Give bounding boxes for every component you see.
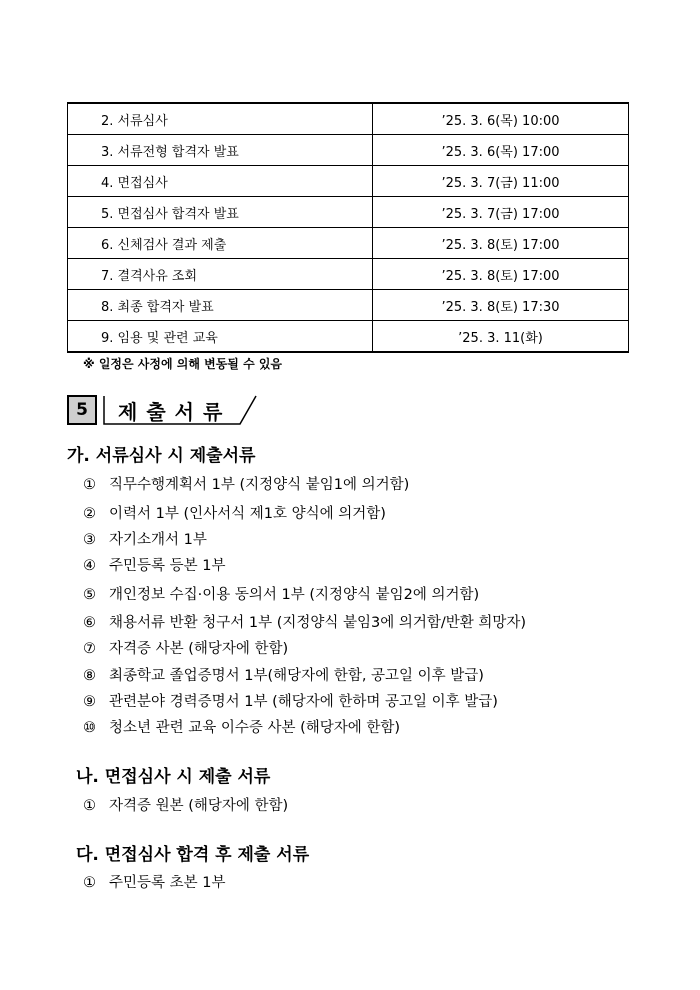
list-item [83, 502, 386, 523]
item-text: 자격증 원본 (해당자에 한함) [109, 798, 289, 814]
schedule-date: ’25. 3. 6(목) 17:00 [373, 135, 629, 166]
schedule-date: ’25. 3. 8(토) 17:30 [373, 290, 629, 321]
item-number: ② [83, 506, 96, 522]
item-number: ⑩ [83, 720, 96, 736]
schedule-date: ’25. 3. 7(금) 11:00 [373, 166, 629, 197]
schedule-step: 2. 서류심사 [68, 103, 373, 135]
part-b-heading: 나. 면접심사 시 제출 서류 [76, 767, 271, 787]
schedule-step: 5. 면접심사 합격자 발표 [68, 197, 373, 228]
item-text: 주민등록 초본 1부 [109, 875, 226, 891]
schedule-step: 6. 신체검사 결과 제출 [68, 228, 373, 259]
schedule-table [67, 102, 629, 353]
schedule-date: ’25. 3. 11(화) [373, 321, 629, 353]
schedule-step: 3. 서류전형 합격자 발표 [68, 135, 373, 166]
table-row [68, 197, 629, 228]
schedule-date: ’25. 3. 6(목) 10:00 [373, 103, 629, 135]
item-number: ⑥ [83, 615, 96, 631]
list-item [83, 554, 226, 575]
item-text: 관련분야 경력증명서 1부 (해당자에 한하며 공고일 이후 발급) [109, 694, 498, 710]
schedule-note: ※ 일정은 사정에 의해 변동될 수 있음 [83, 357, 283, 371]
schedule-step: 9. 임용 및 관련 교육 [68, 321, 373, 353]
item-number: ④ [83, 558, 96, 574]
item-text: 청소년 관련 교육 이수증 사본 (해당자에 한함) [109, 720, 401, 736]
list-item [83, 716, 400, 737]
table-row [68, 135, 629, 166]
schedule-step: 4. 면접심사 [68, 166, 373, 197]
section-title-box [100, 394, 260, 426]
schedule-date: ’25. 3. 8(토) 17:00 [373, 228, 629, 259]
item-text: 자기소개서 1부 [109, 532, 207, 548]
item-number: ⑧ [83, 668, 96, 684]
schedule-step: 8. 최종 합격자 발표 [68, 290, 373, 321]
item-text: 이력서 1부 (인사서식 제1호 양식에 의거함) [109, 506, 386, 522]
table-row [68, 290, 629, 321]
list-item [83, 664, 484, 685]
list-item [83, 528, 207, 549]
item-text: 직무수행계획서 1부 (지정양식 붙임1에 의거함) [109, 477, 410, 493]
item-text: 개인정보 수집·이용 동의서 1부 (지정양식 붙임2에 의거함) [109, 587, 480, 603]
item-text: 채용서류 반환 청구서 1부 (지정양식 붙임3에 의거함/반환 희망자) [109, 615, 527, 631]
section-number-badge: 5 [67, 395, 97, 425]
list-item [83, 871, 226, 892]
part-c-heading: 다. 면접심사 합격 후 제출 서류 [76, 845, 310, 865]
item-number: ⑤ [83, 587, 96, 603]
item-text: 자격증 사본 (해당자에 한함) [109, 641, 289, 657]
item-text: 최종학교 졸업증명서 1부(해당자에 한함, 공고일 이후 발급) [109, 668, 484, 684]
section-title: 제출서류 [118, 400, 232, 424]
table-row [68, 259, 629, 290]
list-item [83, 583, 479, 604]
table-row [68, 228, 629, 259]
table-row [68, 321, 629, 353]
item-number: ① [83, 798, 96, 814]
item-number: ⑨ [83, 694, 96, 710]
list-item [83, 637, 288, 658]
table-row [68, 166, 629, 197]
schedule-step: 7. 결격사유 조회 [68, 259, 373, 290]
part-a-heading: 가. 서류심사 시 제출서류 [67, 446, 256, 466]
item-text: 주민등록 등본 1부 [109, 558, 226, 574]
list-item [83, 611, 526, 632]
item-number: ⑦ [83, 641, 96, 657]
list-item [83, 473, 409, 494]
item-number: ① [83, 477, 96, 493]
item-number: ③ [83, 532, 96, 548]
list-item [83, 794, 288, 815]
list-item [83, 690, 498, 711]
item-number: ① [83, 875, 96, 891]
schedule-date: ’25. 3. 8(토) 17:00 [373, 259, 629, 290]
table-row [68, 103, 629, 135]
schedule-date: ’25. 3. 7(금) 17:00 [373, 197, 629, 228]
